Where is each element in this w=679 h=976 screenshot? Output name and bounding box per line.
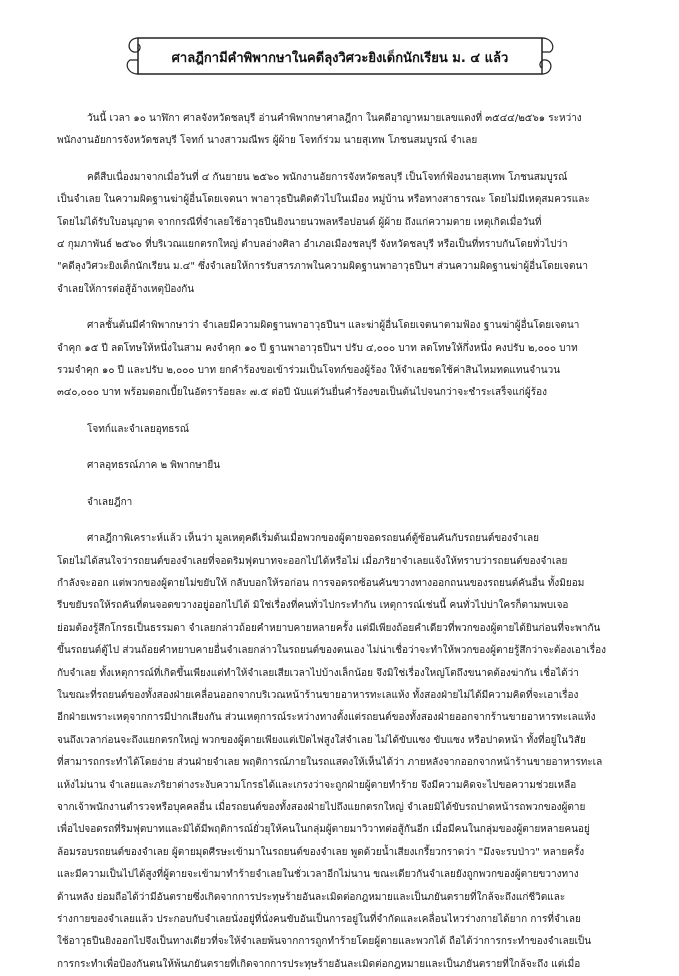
text-line: วันนี้ เวลา ๑๐ นาฬิกา ศาลจังหวัดชลบุรี อ่านคำพิพากษาศาลฎีกา ในคดีอาญาหมายเลขแดงที่ ๓๕๔๔/๒๕๖๑ ระหว่าง xyxy=(87,113,582,124)
text-line: ๔ กุมภาพันธ์ ๒๕๖๐ ที่บริเวณแยกตรกใหญ่ ตำบลอ่างศิลา อำเภอเมืองชลบุรี จังหวัดชลบุรี หรือเป็นที่ทราบกันโดยทั่วไปว่า xyxy=(57,239,568,251)
text-line: ในขณะที่รถยนต์ของทั้งสองฝ่ายเคลื่อนออกจากบริเวณหน้าร้านขายอาหารทะเลแห้ง ทั้งสองฝ่ายไม่ได้มีความคิดที่จะเอาเรื่อง xyxy=(57,689,579,701)
supreme-appeal-line: จำเลยฎีกา xyxy=(87,496,133,508)
text-line: ศาลฎีกาพิเคราะห์แล้ว เห็นว่า มูลเหตุคดีเริ่มต้นเมื่อพวกของผู้ตายจอดรถยนต์ตู้ซ้อนคันกับรถยนต์ของจำเลย xyxy=(87,533,539,545)
text-line: คดีสืบเนื่องมาจากเมื่อวันที่ ๔ กันยายน ๒๕๖๐ พนักงานอัยการจังหวัดชลบุรี เป็นโจทก์ฟ้องนายสุเทพ โภชนสมบูรณ์ xyxy=(87,171,568,183)
text-line: จากเจ้าพนักงานตำรวจหรือบุคคลอื่น เมื่อรถยนต์ของทั้งสองฝ่ายไปถึงแยกตรกใหญ่ จำเลยมิได้ขับรถปาดหน้ารถพวกของผู้ตาย xyxy=(57,801,586,813)
text-line: ย่อมต้องรู้สึกโกรธเป็นธรรมดา จำเลยกล่าวถ้อยคำหยาบคายหลายครั้ง แต่มีเพียงถ้อยคำเดียวที่พวกของผู้ตายได้ยินก่อนที่จะพากัน xyxy=(57,622,601,634)
paragraph-supreme-court xyxy=(57,528,627,976)
text-line: พนักงานอัยการจังหวัดชลบุรี โจทก์ นางสาวมณีพร ผู้ผ้าย โจทก์ร่วม นายสุเทพ โภชนสมบูรณ์ จำเลย xyxy=(57,135,478,147)
text-line: การกระทำเพื่อป้องกันตนให้พ้นภยันตรายที่เกิดจากการประทุษร้ายอันละเมิดต่อกฎหมายและเป็นภยันตรายที่ใกล้จะถึง แต่เมื่อ xyxy=(57,958,581,970)
text-line: ล้อมรอบรถยนต์ของจำเลย ผู้ตายมุดศีรษะเข้ามาในรถยนต์ของจำเลย พูดด้วยน้ำเสียงเกรี้ยวกราดว่า "มึงจะรบป่าว" หลายครั้ง xyxy=(57,846,585,858)
text-line: โดยไม่ได้สนใจว่ารถยนต์ของจำเลยที่จอดริมฟุตบาทจะออกไปได้หรือไม่ เมื่อภริยาจำเลยแจ้งให้ทราบว่ารถยนต์ของจำเลย xyxy=(57,555,568,567)
text-line: เป็นจำเลย ในความผิดฐานฆ่าผู้อื่นโดยเจตนา พาอาวุธปืนติดตัวไปในเมือง หมู่บ้าน หรือทางสาธารณะ โดยไม่มีเหตุสมควรและ xyxy=(57,194,590,206)
title-scroll-banner xyxy=(120,30,560,82)
text-line: รีบขยับรถให้รถคันที่ตนจอดขวางอยู่ออกไปได้ มิใช่เรื่องที่คนทั่วไปกระทำกัน เหตุการณ์เช่นนี้ คนทั่วไปบ่าใครก็ตามพบเจอ xyxy=(57,600,569,612)
text-line: โดยไม่ได้รับใบอนุญาต จากกรณีที่จำเลยใช้อาวุธปืนยิงนายนวพลหรือปอนด์ ผู้ผ้าย ถึงแก่ความตาย เหตุเกิดเมื่อวันที่ xyxy=(57,216,542,228)
document-body xyxy=(57,108,627,976)
text-line: กำลังจะออก แต่พวกของผู้ตายไม่ขยับให้ กลับบอกให้รอก่อน การจอดรถซ้อนคันขวางทางออกถนนของรถยนต์คันอื่น ทั้งมิยอม xyxy=(57,577,585,589)
text-line: จนถึงเวลาก่อนจะถึงแยกตรกใหญ่ พวกของผู้ตายเพียงแต่เปิดไฟสูงใส่จำเลย ไม่ได้ขับแซง ขับแซง หรือปาดหน้า ทั้งที่อยู่ในวิสัย xyxy=(57,734,586,746)
text-line: จำคุก ๑๕ ปี ลดโทษให้หนึ่งในสาม คงจำคุก ๑๐ ปี ฐานพาอาวุธปืนฯ ปรับ ๔,๐๐๐ บาท ลดโทษให้กึ่งหนึ่ง คงปรับ ๒,๐๐๐ บาท xyxy=(57,342,578,354)
text-line: จำเลยให้การต่อสู้อ้างเหตุป้องกัน xyxy=(57,283,195,295)
paragraph-reading xyxy=(57,108,627,153)
paragraph-background xyxy=(57,167,627,301)
document-title: ศาลฎีกามีคำพิพากษาในคดีลุงวิศวะยิงเด็กนักเรียน ม. ๔ แล้ว xyxy=(171,51,509,66)
text-line: "คดีลุงวิศวะยิงเด็กนักเรียน ม.๔" ซึ่งจำเลยให้การรับสารภาพในความผิดฐานพาอาวุธปืนฯ ส่วนความผิดฐานฆ่าผู้อื่นโดยเจตนา xyxy=(57,261,588,273)
text-line: ๓๔๐,๐๐๐ บาท พร้อมดอกเบี้ยในอัตราร้อยละ ๗.๕ ต่อปี นับแต่วันยื่นคำร้องขอเป็นต้นไปจนกว่าจะชำระเสร็จแก่ผู้ร้อง xyxy=(57,387,547,399)
text-line: และมีความเป็นไปได้สูงที่ผู้ตายจะเข้ามาทำร้ายจำเลยในชั่วเวลาอีกไม่นาน ขณะเดียวกันจำเลยยังถูกพวกของผู้ตายขวางทาง xyxy=(57,869,579,881)
text-line: อีกฝ่ายเพราะเหตุจากการมีปากเสียงกัน ส่วนเหตุการณ์ระหว่างทางตั้งแต่รถยนต์ของทั้งสองฝ่ายออกจากร้านขายอาหารทะเลแห้ง xyxy=(57,712,596,724)
text-line: ร่างกายของจำเลยแล้ว ประกอบกับจำเลยนั่งอยู่ที่นั่งคนขับอันเป็นการอยู่ในที่จำกัดและเคลื่อนไหวร่างกายได้ยาก การที่จำเลย xyxy=(57,914,581,925)
text-line: กับจำเลย ทั้งเหตุการณ์ที่เกิดขึ้นเพียงแต่ทำให้จำเลยเสียเวลาไปบ้างเล็กน้อย จึงมิใช่เรื่องใหญ่โตถึงขนาดต้องฆ่ากัน เชื่อได้ว่า xyxy=(57,667,579,679)
text-line: รวมจำคุก ๑๐ ปี และปรับ ๒,๐๐๐ บาท ยกคำร้องขอเข้าร่วมเป็นโจทก์ของผู้ร้อง ให้จำเลยชดใช้ค่าสินไหมทดแทนจำนวน xyxy=(57,365,561,377)
text-line: ด้านหลัง ย่อมถือได้ว่ามีอันตรายซึ่งเกิดจากการประทุษร้ายอันละเมิดต่อกฎหมายและเป็นภยันตรายที่ใกล้จะถึงแก่ชีวิตและ xyxy=(57,891,566,903)
text-line: ใช้อาวุธปืนยิงออกไปจึงเป็นทางเดียวที่จะให้จำเลยพ้นจากการถูกทำร้ายโดยผู้ตายและพวกได้ ถือได้ว่าการกระทำของจำเลยเป็น xyxy=(57,936,592,948)
appeal-court-line: ศาลอุทธรณ์ภาค ๒ พิพากษายืน xyxy=(87,460,221,472)
paragraph-first-court xyxy=(57,315,627,405)
text-line: เพื่อไปจอดรถที่ริมฟุตบาทและมิได้มีพฤติการณ์ยั่วยุให้คนในกลุ่มผู้ตายมาวิวาทต่อสู้กันอีก เมื่อมีคนในกลุ่มของผู้ตายหลายคนอยู่ xyxy=(57,824,590,836)
appeal-line: โจทก์และจำเลยอุทธรณ์ xyxy=(87,423,190,435)
text-line: ขึ้นรถยนต์ตู้ไป ส่วนถ้อยคำหยาบคายอื่นจำเลยกล่าวในรถยนต์ของตนเอง ไม่น่าเชื่อว่าจะทำให้พวกของผู้ตายรู้สึกว่าจะต้องเอาเรื่อง xyxy=(57,645,607,657)
text-line: ที่สามารถกระทำได้โดยง่าย ส่วนฝ่ายจำเลย พฤติการณ์ภายในรถแสดงให้เห็นได้ว่า ภายหลังจากออกจากหน้าร้านขายอาหารทะเล xyxy=(57,757,603,769)
text-line: แห้งไม่นาน จำเลยและภริยาต่างระงับความโกรธได้และเกรงว่าจะถูกฝ่ายผู้ตายทำร้าย จึงมีความคิดจะไปขอความช่วยเหลือ xyxy=(57,779,577,791)
text-line: ศาลชั้นต้นมีคำพิพากษาว่า จำเลยมีความผิดฐานพาอาวุธปืนฯ และฆ่าผู้อื่นโดยเจตนาตามฟ้อง ฐานฆ่าผู้อื่นโดยเจตนา xyxy=(87,320,580,332)
